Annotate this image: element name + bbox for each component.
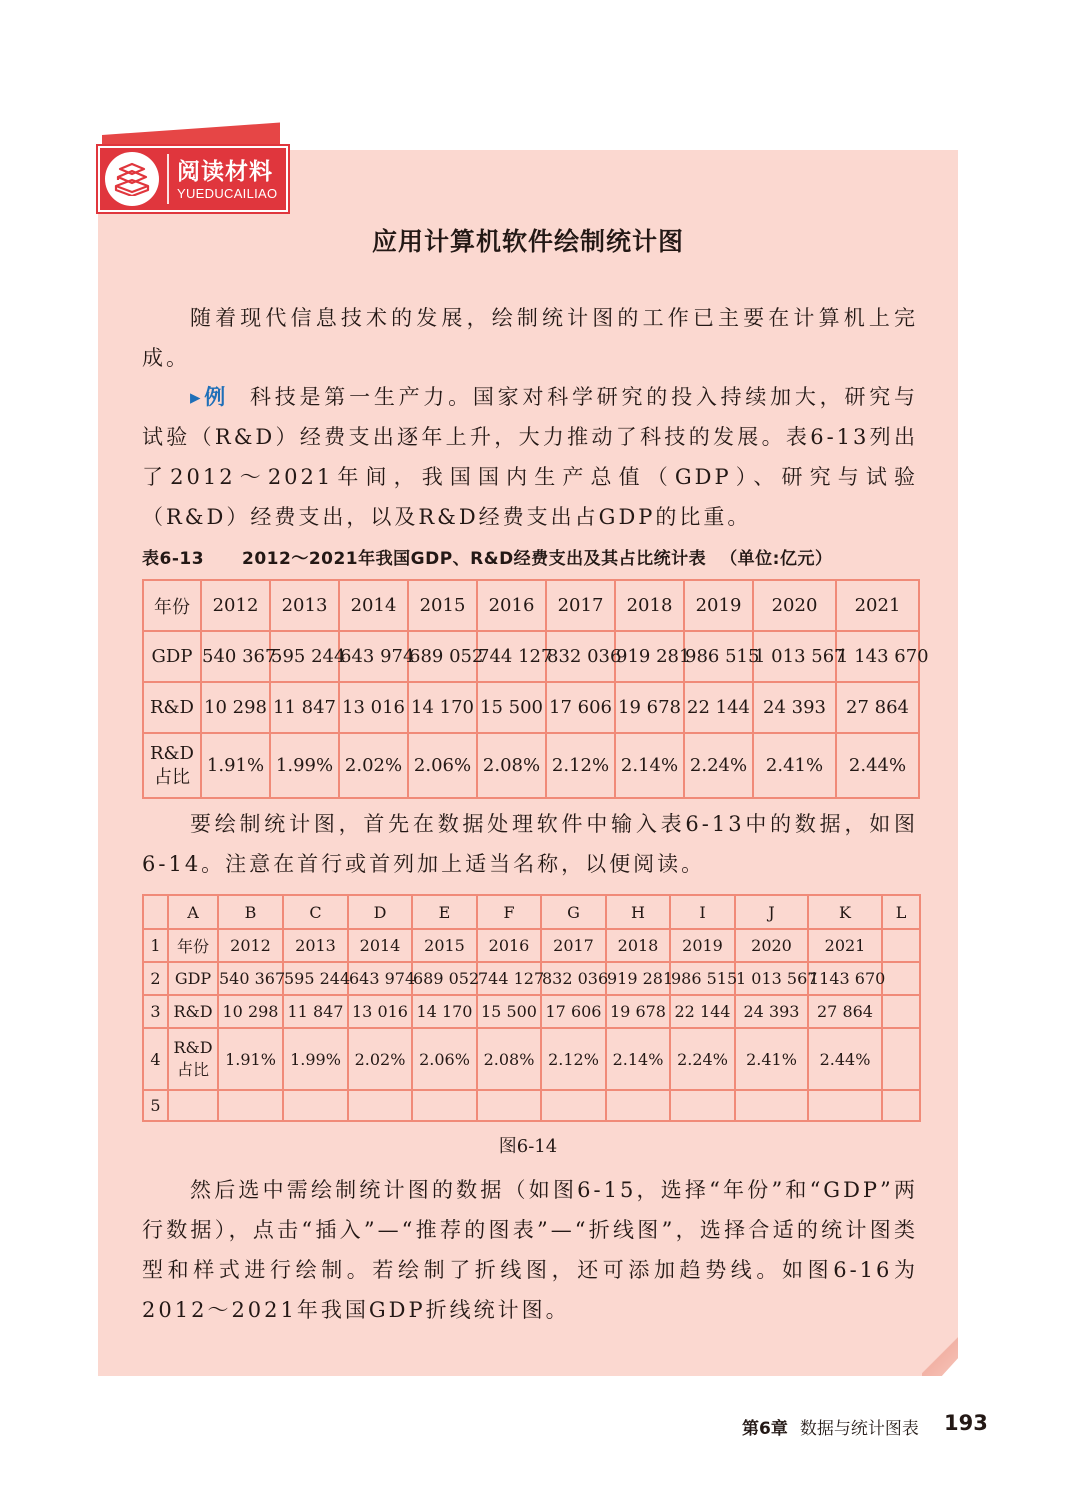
sheet-cell: 2.08% [477, 1028, 541, 1090]
sheet-row-number: 1 [143, 929, 168, 962]
table-cell: 19 678 [615, 682, 684, 733]
table-cell: 15 500 [477, 682, 546, 733]
sheet-cell-empty [168, 1090, 218, 1121]
table-cell: 595 244 [270, 631, 339, 682]
table-cell: 13 016 [339, 682, 408, 733]
table-cell: 2.02% [339, 733, 408, 798]
sheet-cell-empty [283, 1090, 348, 1121]
table-header-cell: 2016 [477, 580, 546, 631]
sheet-cell-empty [348, 1090, 412, 1121]
table-cell: 2.41% [753, 733, 836, 798]
reading-material-badge [98, 146, 288, 212]
sheet-cell: 1 013 567 [735, 962, 808, 995]
sheet-row [143, 962, 920, 995]
sheet-column-header: D [348, 895, 412, 929]
sheet-cell-empty [882, 1028, 920, 1090]
sheet-cell: 1.99% [283, 1028, 348, 1090]
table-cell: 744 127 [477, 631, 546, 682]
example-text: 科技是第一生产力。国家对科学研究的投入持续加大，研究与试验（R&D）经费支出逐年上升，大力推动了科技的发展。表6-13列出了2012～2021年间，我国国内生产总值（GDP）、研究与试验（R&D）经费支出，以及R&D经费支出占GDP的比重。 [142, 385, 918, 529]
paragraph-intro: 随着现代信息技术的发展，绘制统计图的工作已主要在计算机上完成。 [142, 306, 918, 370]
sheet-cell-empty [412, 1090, 477, 1121]
table-cell: 1 143 670 [836, 631, 919, 682]
sheet-cell: 986 515 [670, 962, 735, 995]
sheet-column-header: H [606, 895, 670, 929]
sheet-cell: 17 606 [541, 995, 606, 1028]
table-cell: 986 515 [684, 631, 753, 682]
sheet-cell: 2.41% [735, 1028, 808, 1090]
table-cell: 2.44% [836, 733, 919, 798]
table-header-cell: 2020 [753, 580, 836, 631]
sheet-cell: 744 127 [477, 962, 541, 995]
sheet-cell: 2013 [283, 929, 348, 962]
table-row-label [143, 733, 201, 798]
sheet-cell: 2020 [735, 929, 808, 962]
sheet-cell: 643 974 [348, 962, 412, 995]
sheet-cell: R&D [168, 995, 218, 1028]
sheet-cell: 15 500 [477, 995, 541, 1028]
sheet-cell: 22 144 [670, 995, 735, 1028]
sheet-cell-empty [477, 1090, 541, 1121]
sheet-cell: 2.44% [808, 1028, 882, 1090]
sheet-cell: 2.02% [348, 1028, 412, 1090]
paragraph-input-data: 要绘制统计图，首先在数据处理软件中输入表6-13中的数据，如图6-14。注意在首行或首列加上适当名称，以便阅读。 [142, 812, 918, 876]
table-row [143, 631, 919, 682]
table-row [143, 682, 919, 733]
sheet-cell: 2015 [412, 929, 477, 962]
sheet-cell-empty [882, 1090, 920, 1121]
data-table [142, 579, 929, 799]
sheet-cell-empty [218, 1090, 283, 1121]
sheet-cell-empty [670, 1090, 735, 1121]
sheet-cell: 年份 [168, 929, 218, 962]
table-cell: 540 367 [201, 631, 270, 682]
page-title: 应用计算机软件绘制统计图 [371, 227, 684, 256]
sheet-row-number: 4 [143, 1028, 168, 1090]
sheet-column-header: J [735, 895, 808, 929]
sheet-cell: 13 016 [348, 995, 412, 1028]
table-cell: 2.06% [408, 733, 477, 798]
sheet-cell: 540 367 [218, 962, 283, 995]
table-cell: 24 393 [753, 682, 836, 733]
sheet-cell: 1143 670 [808, 962, 882, 995]
sheet-cell-empty [882, 929, 920, 962]
sheet-column-header: F [477, 895, 541, 929]
table-header-cell: 2015 [408, 580, 477, 631]
sheet-row [143, 995, 920, 1028]
table-cell: 10 298 [201, 682, 270, 733]
table-cell: 2.24% [684, 733, 753, 798]
table-cell: 11 847 [270, 682, 339, 733]
sheet-column-header: K [808, 895, 882, 929]
sheet-cell-empty [882, 962, 920, 995]
sheet-cell-empty [735, 1090, 808, 1121]
page-number: 193 [944, 1411, 988, 1435]
sheet-cell: 2.12% [541, 1028, 606, 1090]
figure-caption: 图6-14 [498, 1136, 558, 1157]
badge-title: 阅读材料 [177, 158, 273, 185]
table-cell: 1.99% [270, 733, 339, 798]
table-row [143, 580, 919, 631]
table-row-label: R&D [143, 682, 201, 733]
table-cell: 643 974 [339, 631, 408, 682]
sheet-cell: 2.14% [606, 1028, 670, 1090]
sheet-cell: 10 298 [218, 995, 283, 1028]
sheet-cell: 27 864 [808, 995, 882, 1028]
table-cell: 17 606 [546, 682, 615, 733]
paragraph-draw-chart: 然后选中需绘制统计图的数据（如图6-15，选择“年份”和“GDP”两行数据），点击“插入”—“推荐的图表”—“折线图”，选择合适的统计图类型和样式进行绘制。若绘制了折线图，还可添加趋势线。如图6-16为2012～2021年我国GDP折线统计图。 [142, 1178, 918, 1322]
sheet-column-header: G [541, 895, 606, 929]
sheet-cell-empty [808, 1090, 882, 1121]
table-cell: 14 170 [408, 682, 477, 733]
sheet-cell [168, 1028, 218, 1090]
table-header-cell: 2012 [201, 580, 270, 631]
sheet-cell: 919 281 [606, 962, 670, 995]
table-header-cell: 2019 [684, 580, 753, 631]
sheet-cell-empty [882, 995, 920, 1028]
table-row [143, 733, 919, 798]
table-header-cell: 2018 [615, 580, 684, 631]
sheet-row [143, 895, 920, 929]
sheet-cell: GDP [168, 962, 218, 995]
sheet-cell: 2.06% [412, 1028, 477, 1090]
row-label-line: R&D [173, 1038, 213, 1057]
sheet-row-number: 5 [143, 1090, 168, 1121]
table-header-cell: 2013 [270, 580, 339, 631]
table-cell: 1.91% [201, 733, 270, 798]
sheet-column-header: A [168, 895, 218, 929]
badge-divider [167, 154, 169, 204]
table-cell: 2.14% [615, 733, 684, 798]
sheet-cell: 2017 [541, 929, 606, 962]
sheet-row-number: 2 [143, 962, 168, 995]
table-caption-text: 2012～2021年我国GDP、R&D经费支出及其占比统计表 [242, 549, 707, 569]
sheet-cell: 2018 [606, 929, 670, 962]
sheet-cell-empty [606, 1090, 670, 1121]
badge-subtitle: YUEDUCAILIAO [177, 185, 278, 201]
chapter-title: 数据与统计图表 [799, 1419, 919, 1439]
badge-text [177, 158, 277, 201]
sheet-column-header: L [882, 895, 920, 929]
example-lead: ▸例 [190, 385, 230, 409]
row-label-line: R&D [149, 742, 194, 764]
paragraph-example [142, 377, 918, 537]
table-caption-number: 表6-13 [142, 549, 205, 569]
table-cell: 22 144 [684, 682, 753, 733]
table-cell: 919 281 [615, 631, 684, 682]
sheet-cell: 11 847 [283, 995, 348, 1028]
chapter-number: 第6章 [742, 1419, 788, 1439]
row-label-line: 占比 [154, 766, 190, 788]
table-cell: 2.08% [477, 733, 546, 798]
sheet-cell: 2.24% [670, 1028, 735, 1090]
sheet-column-header: C [283, 895, 348, 929]
table-caption [142, 544, 918, 569]
sheet-corner-cell [143, 895, 168, 929]
spreadsheet [142, 894, 921, 1122]
table-row-label: GDP [143, 631, 201, 682]
table-header-cell: 年份 [143, 580, 201, 631]
sheet-cell: 2019 [670, 929, 735, 962]
sheet-cell: 2014 [348, 929, 412, 962]
books-icon [105, 152, 159, 206]
sheet-cell: 2012 [218, 929, 283, 962]
sheet-column-header: E [412, 895, 477, 929]
table-cell: 2.12% [546, 733, 615, 798]
table-cell: 27 864 [836, 682, 919, 733]
sheet-row [143, 929, 920, 962]
sheet-cell: 19 678 [606, 995, 670, 1028]
sheet-cell: 14 170 [412, 995, 477, 1028]
sheet-cell-empty [541, 1090, 606, 1121]
sheet-cell: 2016 [477, 929, 541, 962]
table-cell: 832 036 [546, 631, 615, 682]
table-header-cell: 2014 [339, 580, 408, 631]
sheet-cell: 1.91% [218, 1028, 283, 1090]
sheet-cell: 595 244 [283, 962, 348, 995]
table-cell: 1 013 567 [753, 631, 836, 682]
sheet-row-number: 3 [143, 995, 168, 1028]
table-caption-unit: （单位:亿元） [720, 549, 833, 569]
sheet-cell: 689 052 [412, 962, 477, 995]
table-header-cell: 2021 [836, 580, 919, 631]
sheet-cell: 832 036 [541, 962, 606, 995]
sheet-cell: 24 393 [735, 995, 808, 1028]
sheet-column-header: B [218, 895, 283, 929]
sheet-row [143, 1090, 920, 1121]
row-label-line: 占比 [176, 1060, 209, 1079]
table-header-cell: 2017 [546, 580, 615, 631]
footer-chapter [742, 1414, 919, 1439]
sheet-cell: 2021 [808, 929, 882, 962]
sheet-column-header: I [670, 895, 735, 929]
table-cell: 689 052 [408, 631, 477, 682]
sheet-row [143, 1028, 920, 1090]
